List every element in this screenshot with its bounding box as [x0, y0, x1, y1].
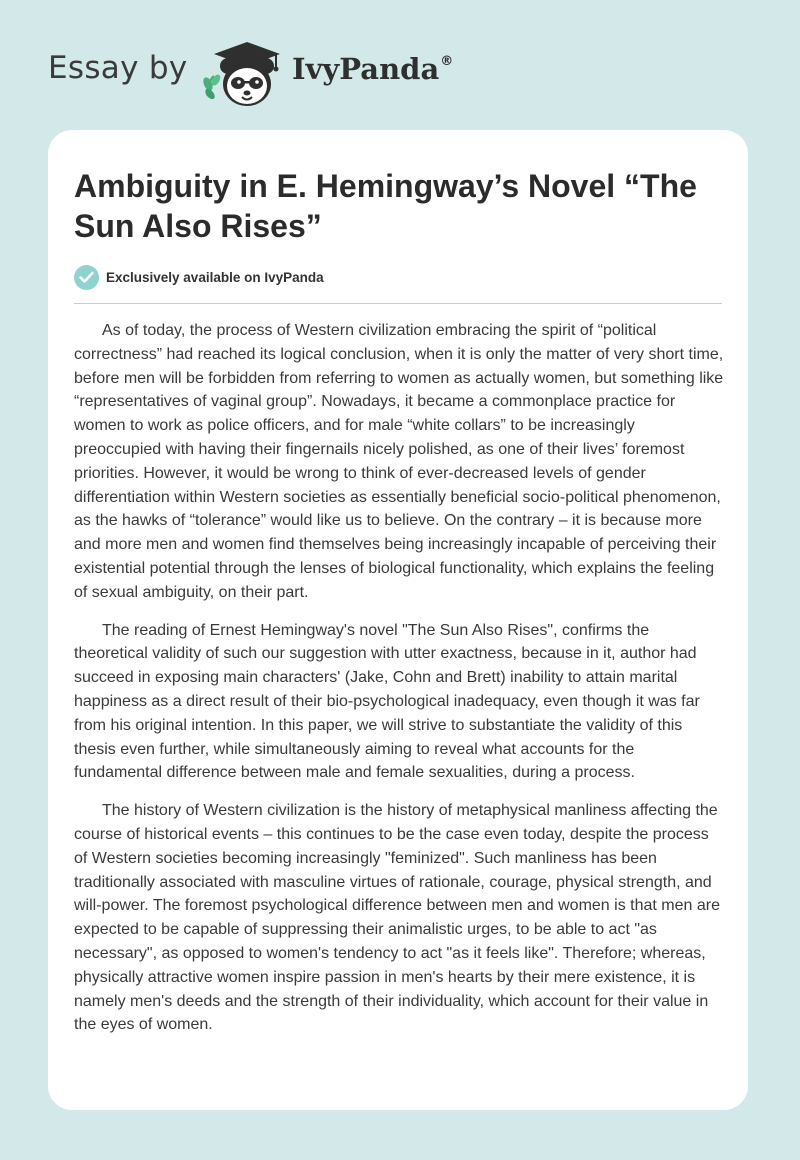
paragraph-2: The reading of Ernest Hemingway's novel "The Sun Also Rises", confirms the theoretical validity of such our suggestion with utter exactness, because in it, author had succeed in exposing main characters' (Jake, Cohn and Brett) inability to attain marital happiness as a direct result of their bio-psychological inadequacy, even though it was far from his original intention. In this paper, we will strive to substantiate the validity of this thesis even further, while simultaneously aiming to reveal what accounts for the fundamental difference between male and female sexualities, during a process. — [74, 621, 700, 782]
site-header — [0, 0, 800, 120]
brand-logo[interactable] — [292, 52, 453, 86]
essay-title: Ambiguity in E. Hemingway’s Novel “The Sun Also Rises” — [74, 168, 697, 244]
panda-graduate-icon[interactable] — [200, 36, 292, 112]
essay-by-label: Essay by — [48, 50, 188, 86]
exclusive-badge — [74, 264, 324, 290]
paragraph-1: As of today, the process of Western civilization embracing the spirit of “political correctness” had reached its logical conclusion, when it is only the matter of very short time, before men will be forbidden from referring to women as actually women, but something like “representatives of vaginal group”. Nowadays, it became a commonplace practice for women to work as police officers, and for male “white collars” to be increasingly preoccupied with having their fingernails nicely polished, as one of their lives’ foremost priorities. However, it would be wrong to think of ever-decreased levels of gender differentiation within Western societies as essentially beneficial socio-political phenomenon, as the hawks of “tolerance” would like us to believe. On the contrary – it is because more and more men and women find themselves being increasingly incapable of perceiving their existential potential through the lenses of biological functionality, which explains the feeling of sexual ambiguity, on their part. — [74, 322, 724, 601]
exclusive-badge-label: Exclusively available on IvyPanda — [106, 269, 324, 285]
paragraph-3: The history of Western civilization is the history of metaphysical manliness affecting the course of historical events – this continues to be the case even today, despite the process of Western societies becoming increasingly "feminized". Such manliness has been traditionally associated with masculine virtues of rationale, courage, physical strength, and will-power. The foremost psychological difference between men and women is that men are expected to be capable of suppressing their animalistic urges, to be able to act "as necessary", as opposed to women's tendency to act "as it feels like". Therefore; whereas, physically attractive women inspire passion in men's hearts by their mere existence, it is namely men's deeds and the strength of their individuality, which account for their value in the eyes of women. — [74, 802, 720, 1034]
divider — [74, 303, 722, 304]
essay-body — [74, 319, 724, 1051]
brand-name: IvyPanda — [292, 52, 440, 86]
check-circle-icon — [74, 265, 99, 290]
registered-mark: ® — [440, 54, 454, 69]
essay-card — [48, 130, 748, 1110]
